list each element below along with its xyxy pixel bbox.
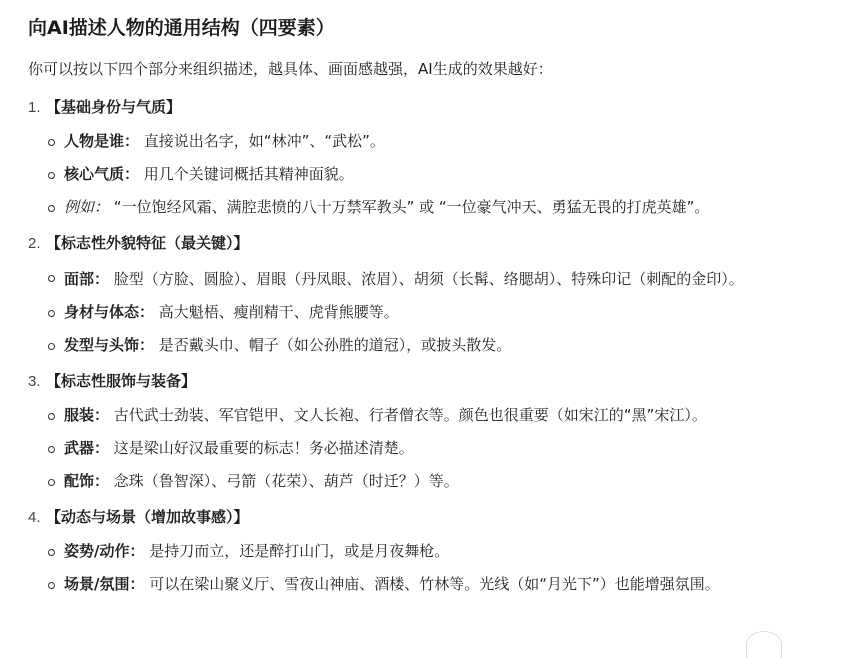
bullet-icon: [48, 413, 55, 420]
section-item: [28, 228, 828, 362]
point-label: 面部：: [64, 270, 110, 288]
section-title: 【标志性外貌特征（最关键）】: [46, 234, 249, 252]
list-item: [48, 432, 828, 465]
point-text: 用几个关键词概括其精神面貌。: [143, 165, 354, 183]
section-title: 【基础身份与气质】: [46, 98, 182, 116]
section-number: 3.: [28, 373, 41, 390]
point-label: 人物是谁：: [64, 132, 140, 150]
point-list: [28, 261, 828, 362]
bullet-icon: [48, 446, 55, 453]
point-text: 古代武士劲装、军官铠甲、文人长袍、行者僧衣等。颜色也很重要（如宋江的“黑”宋江）。: [113, 406, 707, 424]
bullet-icon: [48, 205, 55, 212]
list-item: [48, 261, 828, 296]
section-list: [28, 92, 828, 601]
list-item: [48, 568, 828, 601]
bullet-icon: [48, 310, 55, 317]
section-number: 4.: [28, 509, 41, 526]
bullet-icon: [48, 582, 55, 589]
point-label: 场景/氛围：: [64, 575, 145, 593]
list-item: [48, 296, 828, 329]
point-list: [28, 535, 828, 601]
section-title: 【标志性服饰与装备】: [46, 372, 197, 390]
scroll-down-button[interactable]: [746, 631, 782, 658]
point-label: 配饰：: [64, 472, 110, 490]
section-item: [28, 366, 828, 498]
point-label: 例如：: [64, 198, 110, 216]
point-list: [28, 399, 828, 498]
section-item: [28, 92, 828, 224]
point-list: [28, 125, 828, 224]
list-item: [48, 399, 828, 432]
list-item: [48, 125, 828, 158]
section-item: [28, 502, 828, 601]
point-text: “一位饱经风霜、满腔悲愤的八十万禁军教头” 或 “一位豪气冲天、勇猛无畏的打虎英雄”。: [113, 198, 710, 216]
bullet-icon: [48, 479, 55, 486]
point-text: 是否戴头巾、帽子（如公孙胜的道冠），或披头散发。: [158, 336, 512, 354]
point-text: 是持刀而立，还是醉打山门，或是月夜舞枪。: [149, 542, 450, 560]
point-text: 这是梁山好汉最重要的标志！务必描述清楚。: [113, 439, 414, 457]
section-number: 2.: [28, 235, 41, 252]
page-title: 向AI描述人物的通用结构（四要素）: [28, 17, 335, 39]
section-heading: [28, 228, 828, 259]
bullet-icon: [48, 343, 55, 350]
list-item: [48, 329, 828, 362]
point-label: 身材与体态：: [64, 303, 155, 321]
point-label: 服装：: [64, 406, 110, 424]
section-heading: [28, 502, 828, 533]
point-text: 脸型（方脸、圆脸）、眉眼（丹凤眼、浓眉）、胡须（长髯、络腮胡）、特殊印记（刺配的金印）。: [113, 270, 744, 288]
point-text: 高大魁梧、瘦削精干、虎背熊腰等。: [158, 303, 399, 321]
bullet-icon: [48, 275, 55, 282]
point-label: 核心气质：: [64, 165, 140, 183]
document-content: [28, 12, 828, 605]
list-item: [48, 535, 828, 568]
point-text: 念珠（鲁智深）、弓箭（花荣）、葫芦（时迁？）等。: [113, 472, 459, 490]
point-label: 武器：: [64, 439, 110, 457]
section-heading: [28, 366, 828, 397]
bullet-icon: [48, 172, 55, 179]
point-label: 姿势/动作：: [64, 542, 145, 560]
intro-paragraph: 你可以按以下四个部分来组织描述，越具体、画面感越强，AI生成的效果越好：: [28, 60, 553, 78]
section-title: 【动态与场景（增加故事感）】: [46, 508, 249, 526]
point-label: 发型与头饰：: [64, 336, 155, 354]
point-text: 可以在梁山聚义厅、雪夜山神庙、酒楼、竹林等。光线（如“月光下”）也能增强氛围。: [149, 575, 720, 593]
bullet-icon: [48, 549, 55, 556]
list-item: [48, 465, 828, 498]
section-heading: [28, 92, 828, 123]
bullet-icon: [48, 139, 55, 146]
list-item: [48, 158, 828, 191]
section-number: 1.: [28, 99, 41, 116]
point-text: 直接说出名字，如“林冲”、“武松”。: [143, 132, 385, 150]
list-item: [48, 191, 828, 224]
